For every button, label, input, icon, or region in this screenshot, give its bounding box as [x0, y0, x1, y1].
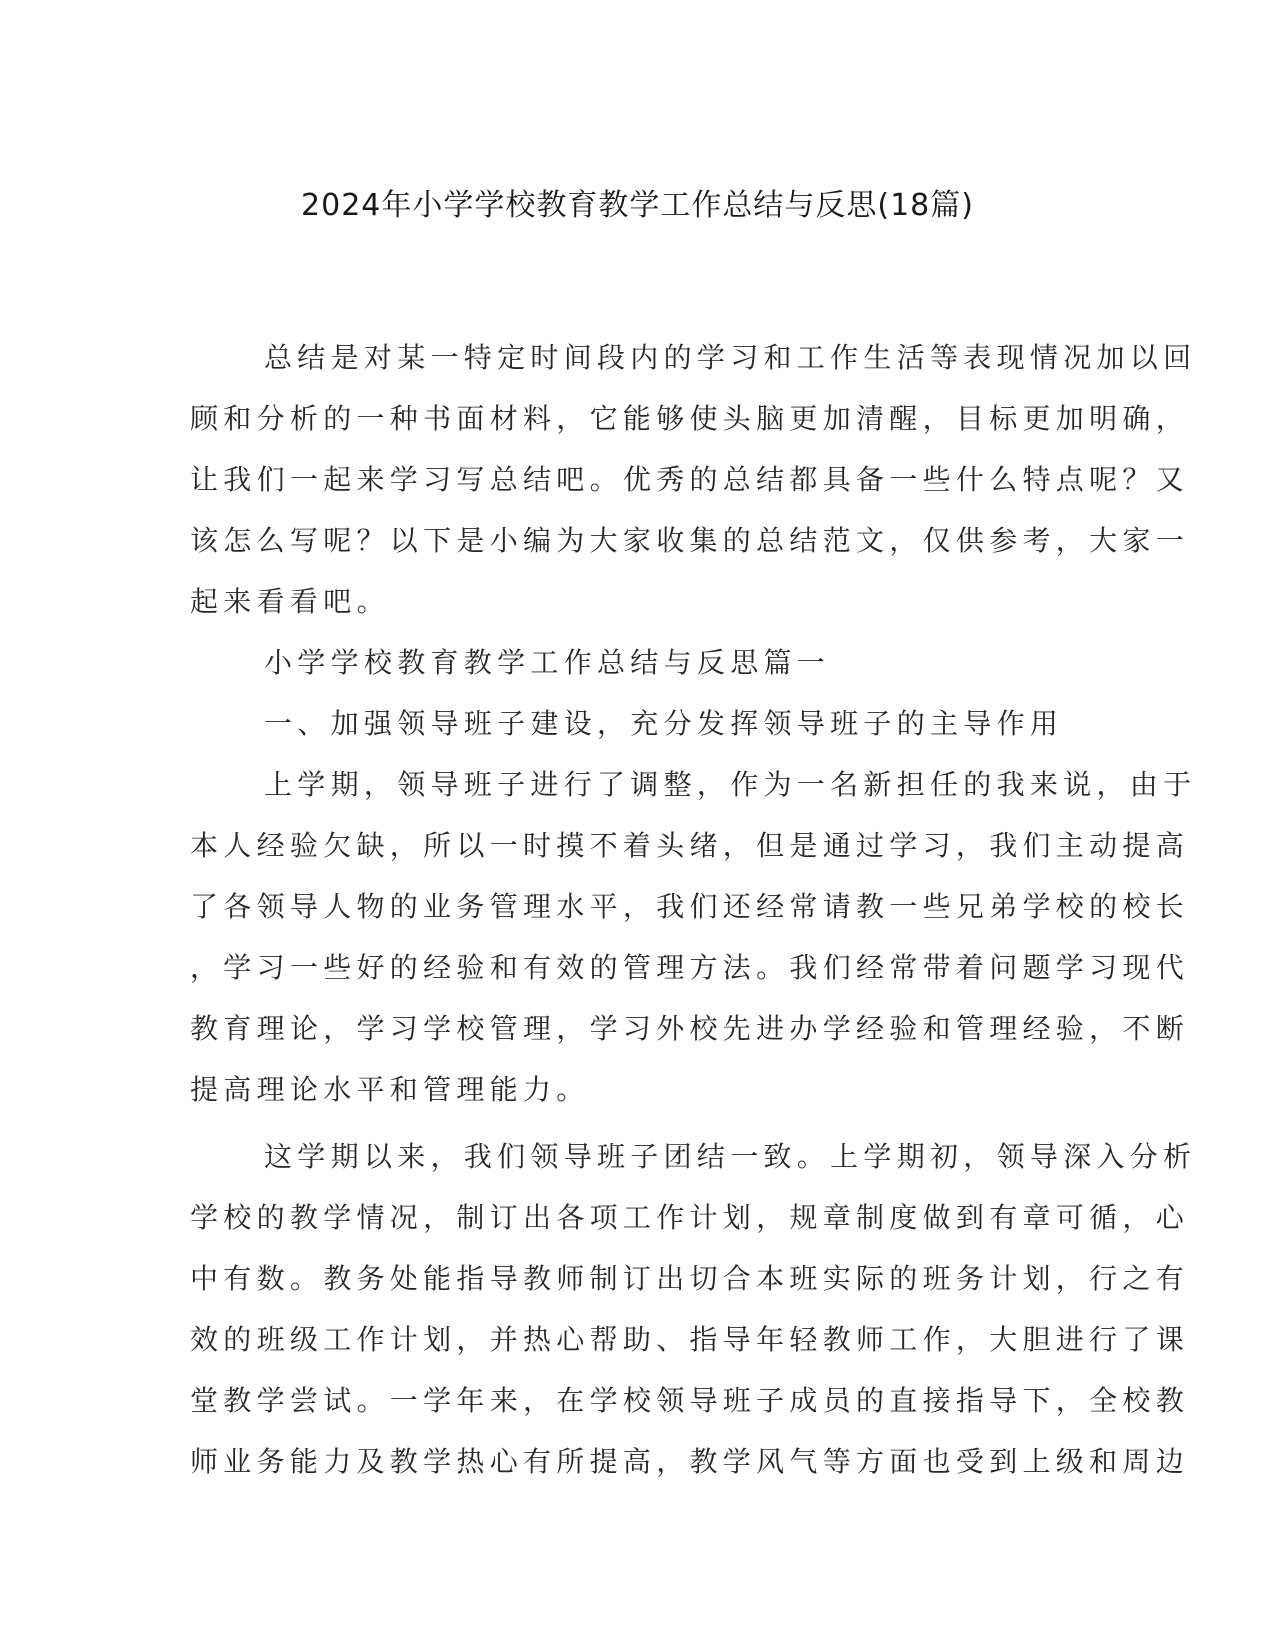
paragraph-1-line: ，学习一些好的经验和有效的管理方法。我们经常带着问题学习现代 [190, 951, 1190, 984]
paragraph-1-line: 上学期，领导班子进行了调整，作为一名新担任的我来说，由于 [264, 768, 1197, 801]
document-title: 2024年小学学校教育教学工作总结与反思(18篇) [301, 188, 974, 223]
heading-block [190, 693, 1090, 754]
paragraph-1-line: 提高理论水平和管理能力。 [190, 1073, 590, 1106]
paragraph-2-line: 中有数。教务处能指导教师制订出切合本班实际的班务计划，行之有 [190, 1262, 1190, 1295]
paragraph-2 [190, 1126, 1197, 1492]
intro-paragraph [190, 327, 1197, 632]
section-title-block [190, 632, 1090, 693]
intro-line: 该怎么写呢？以下是小编为大家收集的总结范文，仅供参考，大家一 [190, 524, 1190, 557]
paragraph-2-line: 堂教学尝试。一学年来，在学校领导班子成员的直接指导下，全校教 [190, 1384, 1190, 1417]
paragraph-2-line: 师业务能力及教学热心有所提高，教学风气等方面也受到上级和周边 [190, 1445, 1190, 1478]
paragraph-1-line: 本人经验欠缺，所以一时摸不着头绪，但是通过学习，我们主动提高 [190, 829, 1190, 862]
intro-line: 顾和分析的一种书面材料，它能够使头脑更加清醒，目标更加明确， [190, 402, 1190, 435]
intro-line: 总结是对某一特定时间段内的学习和工作生活等表现情况加以回 [264, 341, 1197, 374]
section-title: 小学学校教育教学工作总结与反思篇一 [264, 646, 831, 679]
paragraph-1-line: 了各领导人物的业务管理水平，我们还经常请教一些兄弟学校的校长 [190, 890, 1190, 923]
heading-1: 一、加强领导班子建设，充分发挥领导班子的主导作用 [264, 707, 1064, 740]
paragraph-1 [190, 754, 1197, 1120]
paragraph-1-line: 教育理论，学习学校管理，学习外校先进办学经验和管理经验，不断 [190, 1012, 1190, 1045]
intro-line: 起来看看吧。 [190, 585, 390, 618]
paragraph-2-line: 效的班级工作计划，并热心帮助、指导年轻教师工作，大胆进行了课 [190, 1323, 1190, 1356]
paragraph-2-line: 学校的教学情况，制订出各项工作计划，规章制度做到有章可循，心 [190, 1201, 1190, 1234]
paragraph-2-line: 这学期以来，我们领导班子团结一致。上学期初，领导深入分析 [264, 1140, 1197, 1173]
intro-line: 让我们一起来学习写总结吧。优秀的总结都具备一些什么特点呢？又 [190, 463, 1190, 496]
